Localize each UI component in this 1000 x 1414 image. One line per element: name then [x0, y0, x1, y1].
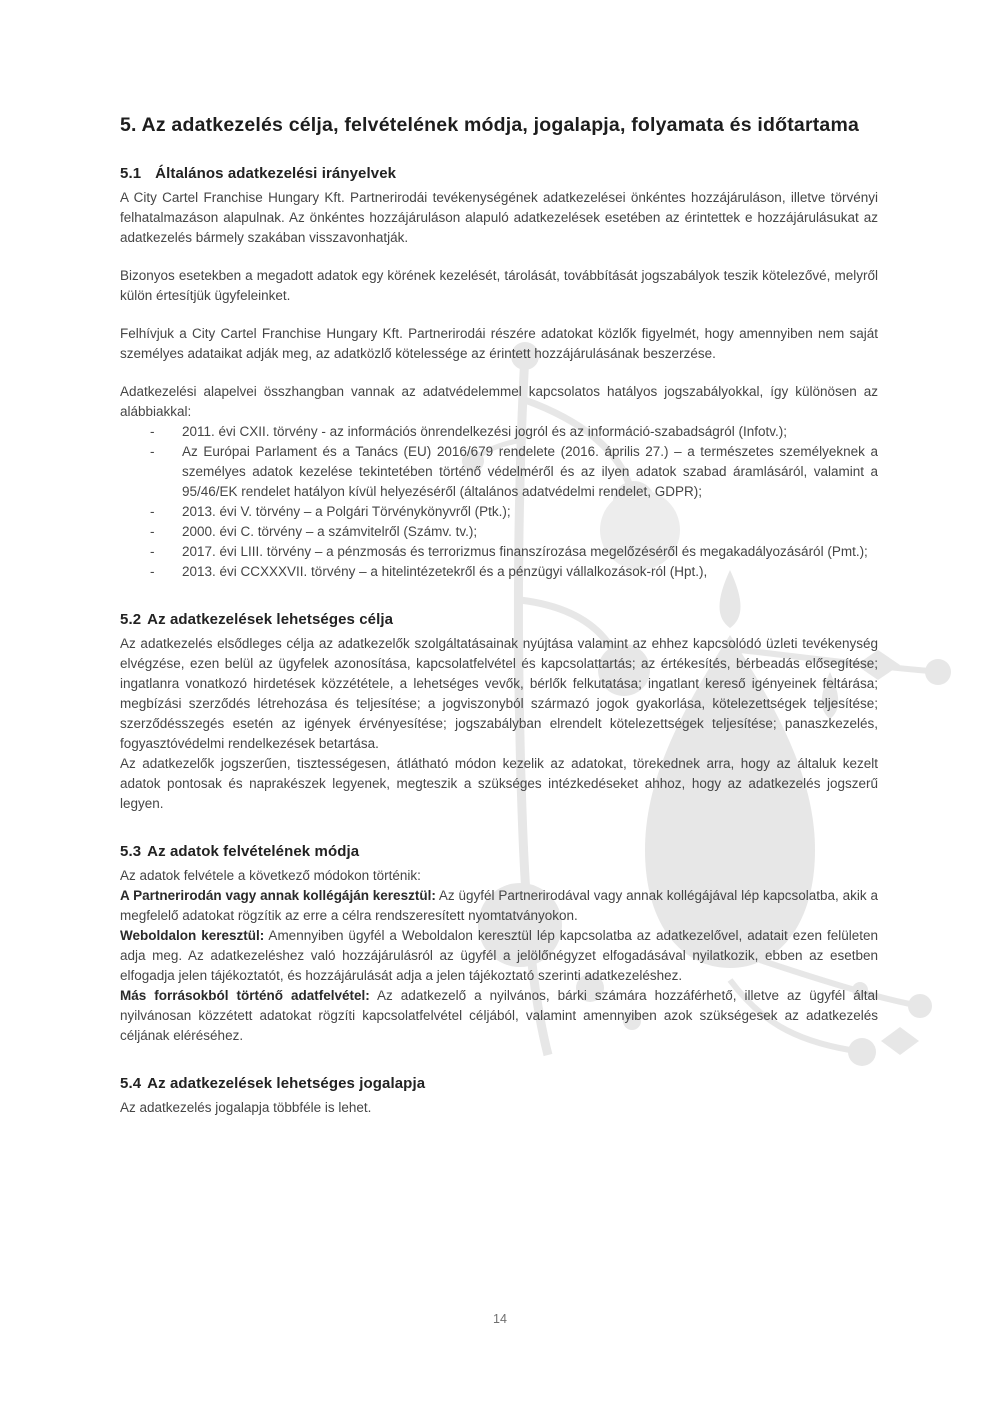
- list-item: [120, 542, 878, 562]
- paragraph: Az adatkezelés elsődleges célja az adatkezelők szolgáltatásainak nyújtása valamint az ehhez kapcsolódó üzleti tevékenység elvégzése, ezen belül az ügyfelek azonosítása, kapcsolatfelvétel és kapcsolattartás; az értékesítés, bérbeadás elősegítése; ingatlanra vonatkozó hirdetések közzététele, a lehetséges vevők, bérlők felkutatása; ingatlant kereső igényeinek feltárása; megbízási szerződés létrehozása és teljesítése; a jogviszonyból származó jogok gyakorlása, kötelezettségek teljesítése; szerződésszegés esetén az igények érvényesítése; jogszabályban elrendelt kötelezettségek teljesítése; panaszkezelés, fogyasztóvédelmi rendelkezések betartása.: [120, 636, 878, 751]
- section-title: Az adatkezelések lehetséges jogalapja: [147, 1075, 426, 1092]
- list-bullet: -: [150, 524, 155, 539]
- paragraph: A City Cartel Franchise Hungary Kft. Partnerirodái tevékenységének adatkezelései önkéntes hozzájáruláson, illetve törvényi felhatalmazáson alapulnak. Az önkéntes hozzájáruláson alapuló adatkezelések esetében az érintettek e hozzájárulásukat az adatkezelés bármely szakában visszavonhatják.: [120, 190, 878, 245]
- document-content: [120, 112, 878, 1118]
- list-item: [120, 442, 878, 502]
- paragraph: Felhívjuk a City Cartel Franchise Hungary Kft. Partnerirodái részére adatokat közlők figyelmét, hogy amennyiben nem saját személyes adataikat adják meg, az adatközlő kötelessége az érintett hozzájárulásának beszerzése.: [120, 326, 878, 361]
- paragraph: Az adatok felvétele a következő módokon történik:: [120, 868, 421, 883]
- paragraph: Az adatkezelés jogalapja többféle is lehet.: [120, 1100, 372, 1115]
- paragraph: Bizonyos esetekben a megadott adatok egy körének kezelését, tárolását, továbbítását jogszabályok teszik kötelezővé, melyről külön értesítjük ügyfeleinket.: [120, 268, 878, 303]
- list-bullet: -: [150, 504, 155, 519]
- list-item: [120, 522, 878, 542]
- list-bullet: -: [150, 544, 155, 559]
- method-lead: Weboldalon keresztül:: [120, 928, 265, 943]
- section-number: 5.1: [120, 165, 142, 182]
- page-number: 14: [493, 1312, 507, 1326]
- section-5-1-heading: [120, 163, 878, 185]
- page-title: 5. Az adatkezelés célja, felvételének módja, jogalapja, folyamata és időtartama: [120, 114, 860, 136]
- method-text: Az adatkezelő a nyilvános, bárki számára hozzáférhető, illetve az ügyfél által nyilvánosan közzétett adatokat rögzíti kapcsolatfelvétel céljából, valamint amennyiben azok szükségesek az adatkezelés céljának eléréséhez.: [120, 988, 878, 1043]
- section-title: Az adatkezelések lehetséges célja: [147, 611, 394, 628]
- section-5-2: [120, 609, 878, 814]
- list-item-text: 2011. évi CXII. törvény - az információs önrendelkezési jogról és az információ-szabadságról (Infotv.);: [182, 424, 788, 439]
- list-item-text: 2000. évi C. törvény – a számvitelről (Számv. tv.);: [182, 524, 478, 539]
- paragraph: [120, 926, 878, 986]
- paragraph: [120, 986, 878, 1046]
- list-bullet: -: [150, 424, 155, 439]
- section-number: 5.2: [120, 611, 142, 628]
- paragraph: Az adatkezelők jogszerűen, tisztességesen, átlátható módon kezelik az adatokat, törekednek arra, hogy az általuk kezelt adatok pontosak és naprakészek legyenek, megteszik a szükséges intézkedéseket ahhoz, hogy az adatkezelés jogszerű legyen.: [120, 756, 878, 811]
- section-5-3: [120, 841, 878, 1046]
- method-text: Amennyiben ügyfél a Weboldalon keresztül lép kapcsolatba az adatkezelővel, adatait ezen felületen adja meg. Az adatkezeléshez való hozzájárulásról az ügyfél a jelölőnégyzet elfogadásával nyilatkozik, ebben az esetben elfogadja jelen tájékoztatót, és hozzájárulását adja a jelen tájékoztató szerinti adatkezeléshez.: [120, 928, 878, 983]
- list-item-text: 2013. évi V. törvény – a Polgári Törvénykönyvről (Ptk.);: [182, 504, 511, 519]
- section-5-4: [120, 1073, 878, 1118]
- list-bullet: -: [150, 564, 155, 579]
- section-5-4-heading: [120, 1073, 878, 1095]
- paragraph: [120, 886, 878, 926]
- paragraph: Adatkezelési alapelvei összhangban vannak az adatvédelemmel kapcsolatos hatályos jogszabályokkal, így különösen az alábbiakkal:: [120, 384, 878, 419]
- page-footer: [0, 1312, 1000, 1326]
- section-number: 5.4: [120, 1075, 142, 1092]
- list-item-text: 2017. évi LIII. törvény – a pénzmosás és terrorizmus finanszírozása megelőzéséről és megakadályozásáról (Pmt.);: [182, 544, 868, 559]
- section-5-1: [120, 163, 878, 582]
- list-item-text: Az Európai Parlament és a Tanács (EU) 2016/679 rendelete (2016. április 27.) – a természetes személyeknek a személyes adatok kezelése tekintetében történő védelméről és az ilyen adatok szabad áramlásáról, valamint a 95/46/EK rendelet hatályon kívül helyezéséről (általános adatvédelmi rendelet, GDPR);: [182, 444, 878, 499]
- section-title: Az adatok felvételének módja: [147, 843, 360, 860]
- law-list: [120, 422, 878, 582]
- section-5-3-heading: [120, 841, 878, 863]
- section-5-2-heading: [120, 609, 878, 631]
- method-lead: Más forrásokból történő adatfelvétel:: [120, 988, 370, 1003]
- list-item: [120, 502, 878, 522]
- list-bullet: -: [150, 444, 155, 459]
- section-title: Általános adatkezelési irányelvek: [155, 165, 397, 182]
- method-lead: A Partnerirodán vagy annak kollégáján keresztül:: [120, 888, 436, 903]
- list-item: [120, 562, 878, 582]
- section-number: 5.3: [120, 843, 142, 860]
- list-item-text: 2013. évi CCXXXVII. törvény – a hitelintézetekről és a pénzügyi vállalkozások-ról (Hpt.),: [182, 564, 708, 579]
- method-text: Az ügyfél Partnerirodával vagy annak kollégájával lép kapcsolatba, akik a megfelelő adatokat rögzítik az erre a célra rendszeresített nyomtatványokon.: [120, 888, 879, 923]
- list-item: [120, 422, 878, 442]
